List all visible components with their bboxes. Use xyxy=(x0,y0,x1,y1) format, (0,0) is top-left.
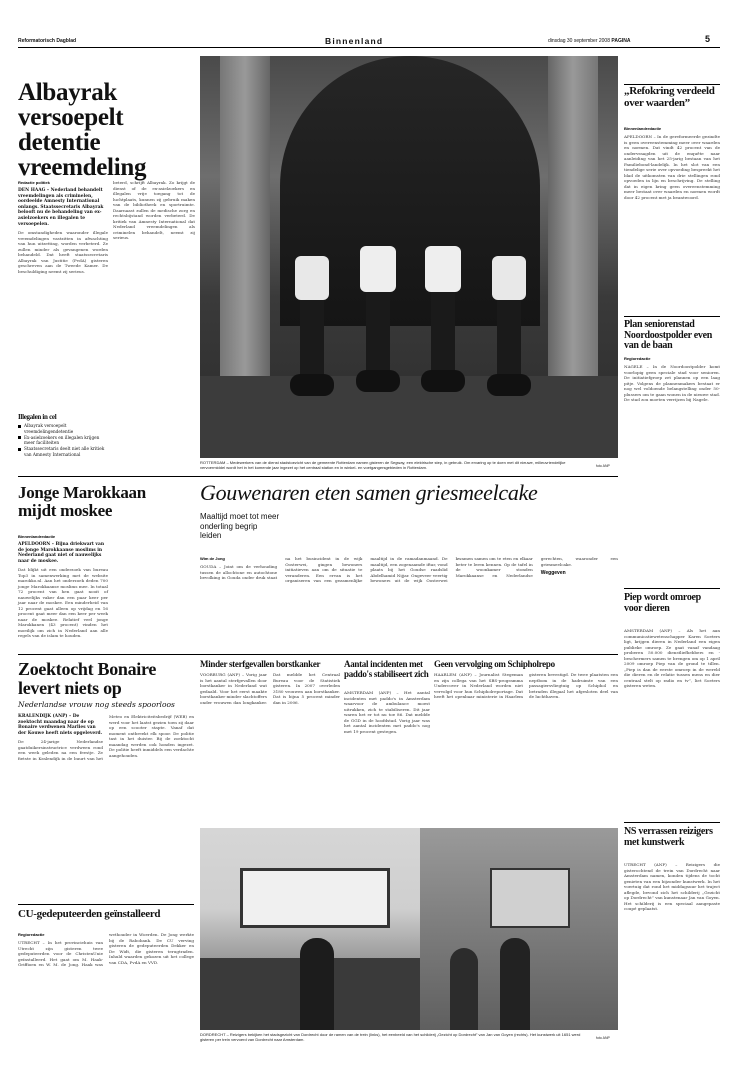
article-body: HAARLEM (ANP) – Journalist Stegeman en zijn collega van het SBS-programma Undercover in Nederland worden niet vervolgd voor hun Schipholreportage. Dat heeft het openbaar ministerie in Haarlem gisteren bevestigd. De twee plaatsten een neptbom in de hadruimte van een passagiersvliegtuig op Schiphol en betraden illegaal het afgesloten deel van de luchthaven. xyxy=(434,672,618,699)
article-marokkaan xyxy=(18,534,108,644)
article-borstkanker xyxy=(200,672,340,822)
list-item: Albayrak versoepelt vreemdelingendetentie xyxy=(18,423,108,435)
section-rule xyxy=(18,476,618,477)
headline-seniorenstad: Plan seniorenstad Noordoostpolder even van de baan xyxy=(624,319,712,351)
article-albayrak xyxy=(18,180,108,445)
article-body: AMSTERDAM (ANP) – Het aantal incidenten met paddo's in Amsterdam waarvoor de ambulance moest uitrukken, zich te stabiliseren. Dit jaar waren het er tot nu toe 86. Dat meldde de GGD in de hoofdstad. Vorig jaar was het aantal incidenten met paddo's nog met 19 procent gestegen. xyxy=(344,690,430,734)
article-schiphol xyxy=(434,672,618,822)
list-item: Staatssecretaris deelt niet alle kritiek van Amnesty International xyxy=(18,446,108,458)
photo-caption xyxy=(200,1032,590,1044)
column-rule xyxy=(624,588,720,589)
factbox-illegalen xyxy=(18,413,108,457)
headline-schiphol: Geen vervolging om Schipholrepo xyxy=(434,659,555,669)
article-paddos xyxy=(344,690,430,820)
article-body: GOUDA – Joint om de verhouding tussen de allochtone en autochtone bevolking in Gouda onder druk staat na het busincident in de wijk Oosterwei, gingen bewoners initiatieven aan om de situatie te veranderen. Een ervan is het organiseren van een gezamenlijke maaltijd in de ramadanmaand. De maaltijd, een zogenaamde iftar, vond plaats bij het Goudse raadslid Abdelhamid Nijjar. Ongeveer veertig bewoners uit de wijk Oosterwei kwamen samen om te eten en elkaar beter te leren kennen. Op de tafel in de woonkamer stonden Marokkaanse en Nederlandse gerechten, waaronder een griesmeelcake. xyxy=(200,556,618,583)
headline-borstkanker: Minder sterfgevallen borstkanker xyxy=(200,659,321,669)
article-albayrak-col2 xyxy=(113,180,195,445)
factbox-list xyxy=(18,423,108,458)
section-title: Binnenland xyxy=(325,36,384,46)
article-lead: DEN HAAG – Nederland behandelt vreemdelingen als criminelen, oordeelde Amnesty International onlangs. Staatssecretaris Albayrak belooft nu de behandeling van ex-asielzoekers en illegalen te versoepelen. xyxy=(18,188,104,227)
article-lead: APELDOORN – Bijna driekwart van de jonge Marokkaanse moslims in Nederland gaat niet of nauwelijks naar de moskee. xyxy=(18,542,105,564)
byline: Regioredactie xyxy=(624,356,651,361)
page-number: 5 xyxy=(705,34,711,44)
byline: Binnenlandredactie xyxy=(624,126,662,131)
article-bonaire xyxy=(18,714,194,826)
byline: Binnenlandredactie xyxy=(18,534,56,539)
byline: Wim de Jong xyxy=(200,556,225,561)
article-piep xyxy=(624,628,720,718)
header-rule xyxy=(18,47,720,48)
headline-griesmeelcake: Gouwenaren eten samen griesmeelcake xyxy=(200,480,538,505)
list-item: Ex-asielzoekers en illegalen krijgen meer faciliteiten xyxy=(18,435,108,447)
section-rule xyxy=(18,904,194,905)
article-body: Dat blijkt uit een onderzoek van bureau Top3 in samenwerking met de website marokko.nl. Aan het onderzoek deden 700 jonge Marokkaanse moslims mee. In totaal 72 procent van hen gaat nooit of nauwelijks vaker dan een paar keer per jaar naar de moskee. Een minderheid van 12 procent gaat alleen op vrijdag en 16 procent gaat meer dan een keer per week naar de moskee. Relatief veel jonge Marokkanen (43 procent) vinden het moeilijk om zich in Nederland aan alle regels van de islam te houden. xyxy=(18,567,108,639)
caption-text: ROTTERDAM – Medewerkers van de dienst stadstoezicht van de gemeente Rotterdam namen gisteren de Segway, een elektrische step, in gebruik. Om ervaring op te doen met dit nieuwe, milieuvriendelijke vervoermiddel wordt het in het komende jaar ingezet op het centraal station en in winkel- en voetgangersgebieden in Rotterdam. xyxy=(200,460,566,470)
page-label: PAGINA xyxy=(611,38,631,44)
article-body: AMSTERDAM (ANP) – Als het aan communicatiewetenschapper Karen Soeters ligt, krijgen dieren in Nederland een eigen publieke omroep. Ze gaat vanaf vandaag proberen 50.000 dienstliefhebbers en -beschermers samen te brengen om op 1 april 2009 omroep Piep van de grond te tillen. „Piep is dan de eerste omroep in de wereld die dieren en de relatie tussen mens en dier centraal stelt op radio en tv”, liet Soeters gisteren weten. xyxy=(624,628,720,688)
header-date xyxy=(548,38,630,44)
photo-credit: foto ANP xyxy=(596,464,610,468)
headline-ns-kunstwerk: NS verrassen reizigers met kunstwerk xyxy=(624,826,713,848)
subhead: Weggeven xyxy=(540,570,566,576)
headline-refokring: „Refokring verdeeld over waarden” xyxy=(624,85,715,109)
subhead-griesmeelcake: Maaltijd moet tot meer onderling begrip leiden xyxy=(200,512,280,540)
article-ns-kunstwerk xyxy=(624,862,720,1032)
factbox-title: Illegalen in cel xyxy=(18,413,57,421)
photo-caption xyxy=(200,460,590,472)
caption-text: DORDRECHT – Reizigers bekijken het stadsgezicht van Dordrecht door de ramen van de trein (links), het eenbeeld van het schilderij „Gezicht op Dordrecht” van Jan van Goyen (rechts). Het kunstwerk uit 1651 werd gisteren per trein vervoerd van Dordrecht naar Amsterdam. xyxy=(200,1032,581,1042)
article-body: NAGELE – In de Noordoostpolder komt voorlopig geen speciale stad voor senioren. De initiatiefgroep zet plannen op een laag pitje. Volgens de plannenmakers bestaat er nog wel voldoende belangstelling onder 50-plussers om te gaan wonen in de nieuwe stad. De stad zou moeten verrijzen bij Nagele. xyxy=(624,364,720,402)
headline-cu-gedeputeerden: CU-gedeputeerden geïnstalleerd xyxy=(18,908,161,920)
article-body: UTRECHT – In het provinciehuis van Utrecht zijn gisteren twee gedeputeerden voor de ChristenUnie geïnstalleerd. Het gaat om M. Haak-Griffioen en W. M. de Jong. Haak was wethouder in Woerden. De Jong werkte bij de Rabobank. De CU verving gisteren de gedeputeerden Dekker en De Widt, die gisteren terugtraden. Inhuld waarden gekozen uit het college van CDA, PvdA en VVD. xyxy=(18,932,194,967)
headline-piep: Piep wordt omroep voor dieren xyxy=(624,592,701,614)
subhead-bonaire: Nederlandse vrouw nog steeds spoorloos xyxy=(18,700,175,709)
article-body: VOORBURG (ANP) – Vorig jaar is het aantal sterfgevallen door borstkanker in Nederland wat gedaald. Voor het eerst maakte borstkanker minder slachtoffers onder vrouwen dan longkanker. Dat meldde het Centraal Bureau voor de Statistiek gisteren. In 2007 overleden 3180 vrouwen aan borstkanker. Dat is bijna 5 procent minder dan in 2006. xyxy=(200,672,340,705)
column-rule xyxy=(624,316,720,317)
photo-segway-officers xyxy=(200,56,618,458)
byline: Regioredactie xyxy=(18,932,45,937)
column-rule xyxy=(624,822,720,823)
date-text: dinsdag 30 september 2008 xyxy=(548,38,610,44)
article-seniorenstad xyxy=(624,356,720,536)
photo-credit: foto ANP xyxy=(596,1036,610,1040)
article-griesmeelcake xyxy=(200,556,618,644)
headline-bonaire: Zoektocht Bonaire levert niets op xyxy=(18,659,157,698)
photo-train-dordrecht xyxy=(200,828,618,1030)
section-rule xyxy=(18,654,618,655)
article-lead: KRALENDIJK (ANP) – De zoektocht maandag naar de op Bonaire verdwenen Marlies van der Kouwe heeft niets opgeleverd. xyxy=(18,714,103,736)
article-body: beterd, schrijft Albayrak. Zo krijgt de dienst of de ex-asielzoekers en illegalen vrije toegang tot de luchtplaats, kunnen zij gebruik maken van de bibliotheek en sportruimte. Daarnaast zullen de medische zorg en rechtsbijstand worden verbeterd. De kritiek van Amnesty International dat Nederland vreemdelingen als criminelen behandelt, neemt zij serieus. xyxy=(113,180,195,240)
headline-marokkaan: Jonge Marokkaan mijdt moskee xyxy=(18,483,146,520)
byline: Redactie politiek xyxy=(18,180,50,185)
article-body: De omstandigheden waaronder illegale vreemdelingen vastzitten in afwachting van hun uitzetting, worden verbeterd. Ze zullen minder als gevangenen worden behandeld. Dat heeft staatssecretaris Albayrak van Justitie (PvdA) gisteren geschreven aan de Tweede Kamer. De beschuldiging neemt zij serieus. xyxy=(18,230,108,274)
headline-paddos: Aantal incidenten met paddo's stabiliseert zich xyxy=(344,659,429,679)
article-cu-gedeputeerden xyxy=(18,932,194,1040)
article-body: APELDOORN – In de gereformeerde gezindte is geen overeenstemming meer over waarden en normen. Dat vindt 42 procent van de ondervraagden uit de enquête naar aanleiding van het 25-jarig bestaan van het Familiebond-landelijk. In het slot van een tiendelige serie over opvoeding bespreekt het blad de uitkomsten van drie stellingen rond opvoeden in lijn en beschrijving. De stelling dat in eigen kring geen overeenstemming meer bestaat over waarden en normen wordt door 42 procent met ja beantwoord. xyxy=(624,134,720,200)
masthead-paper: Reformatorisch Dagblad xyxy=(18,38,77,44)
article-body: De 24-jarige Nederlandse gaatduikersinstructrice verdween rond een week geleden na een feestje. Ze fietste in Kralendijk in de buurt van het Meteo en Elektriciteitsbedrijf (WEB) en werd voor het laatst gezien toen zij daar op een scooter stapte. Vanaf dat moment ontbreekt elk spoor. De politie tast in het duister. Bij de zoektocht maandag werden ook honden ingezet. De politie heeft inmiddels een verdachte aangehouden. xyxy=(18,714,194,761)
headline-albayrak: Albayrak versoepelt detentie vreemdeling xyxy=(18,79,147,181)
article-body: UTRECHT (ANP) – Reizigers die gisterochtend de trein van Dordrecht naar Amsterdam namen, konden tijdens de tocht genieten van een bijzonder kunstwerk. In het voertuig dat rond het middagsuur het traject aflegde, bevond zich het schilderij „Gezicht op Dordrecht” van kunstenaar Jan van Goyen. Het schilderij is een speciaal aangepaste coupé geplaatst. xyxy=(624,862,720,911)
